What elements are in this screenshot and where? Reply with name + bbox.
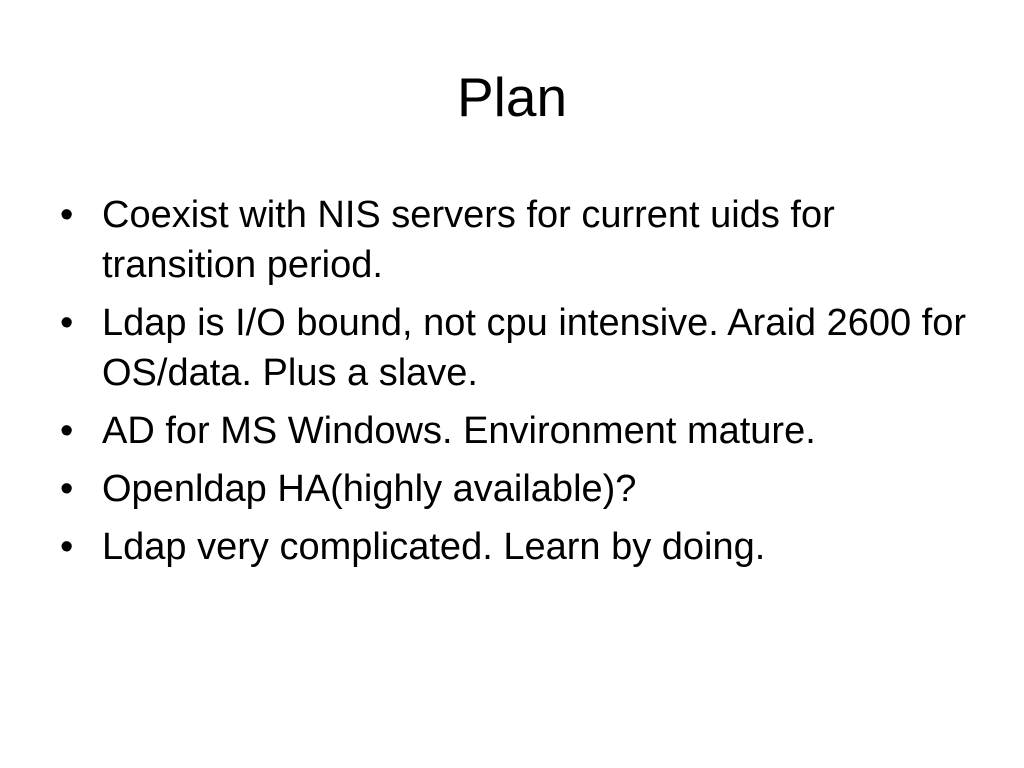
bullet-dot-icon: • bbox=[60, 302, 74, 344]
bullet-text: Coexist with NIS servers for current uids for transition period. bbox=[102, 194, 835, 286]
bullet-item bbox=[60, 190, 980, 290]
bullet-text: Openldap HA(highly available)? bbox=[102, 468, 637, 510]
bullet-list bbox=[60, 190, 980, 580]
bullet-item bbox=[60, 406, 980, 456]
slide-title: Plan bbox=[456, 66, 568, 128]
bullet-dot-icon: • bbox=[60, 526, 74, 568]
bullet-item bbox=[60, 522, 980, 572]
bullet-dot-icon: • bbox=[60, 410, 74, 452]
bullet-text: Ldap very complicated. Learn by doing. bbox=[102, 526, 766, 568]
bullet-text: Ldap is I/O bound, not cpu intensive. Araid 2600 for OS/data. Plus a slave. bbox=[102, 302, 967, 394]
bullet-item bbox=[60, 298, 980, 398]
bullet-text: AD for MS Windows. Environment mature. bbox=[102, 410, 816, 452]
bullet-item bbox=[60, 464, 980, 514]
bullet-dot-icon: • bbox=[60, 194, 74, 236]
bullet-dot-icon: • bbox=[60, 468, 74, 510]
